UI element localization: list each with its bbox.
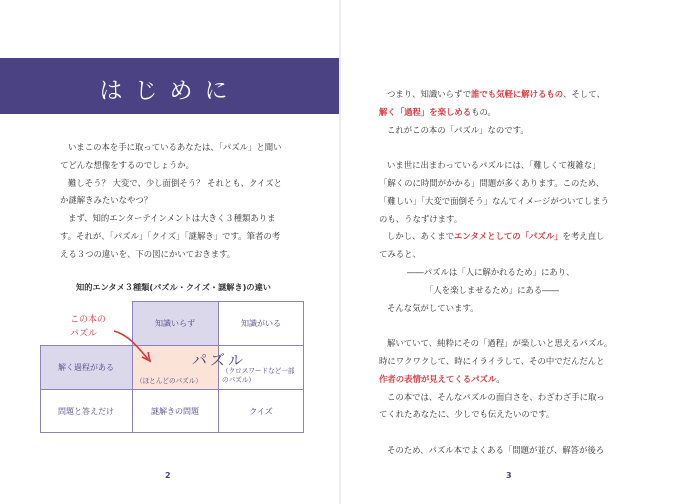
text-line: てどんな想像をするのでしょうか。 [60,159,194,170]
body-text: つまり、知識いらずで [387,89,472,99]
text-line [379,104,612,122]
note-line: この本の [70,315,107,325]
body-text: これがこの本の「パズル」なのです。 [387,124,529,135]
text-line [379,122,612,140]
text-line [379,371,612,389]
emphasis-text: 解く「過程」を楽しめる [379,106,472,117]
text-line [379,335,612,353]
text-line: 難しそう？ 大変で、少し面倒そう？ それとも、クイズと [68,177,283,188]
header-no-knowledge: 知識いらず [155,318,195,328]
text-line [379,389,612,407]
row-label-process: 解く過程がある [58,362,114,372]
puzzle-sub-most: （ほとんどのパズル） [136,377,202,385]
body-text: そんな気がしています。 [387,302,479,313]
cell-quiz: クイズ [249,406,273,416]
body-text: 解いていて、純粋にその「過程」が楽しいと思えるパズル。 [387,338,613,349]
text-line [379,282,612,300]
body-text: しかし、あくまで [387,231,454,242]
page-number: 2 [165,471,171,480]
text-line [379,211,612,229]
page-title: はじめに [99,78,240,104]
text-line [379,228,612,246]
body-text: 「人を楽しませるため」にある―― [425,284,559,295]
left-page [0,0,339,504]
body-text: そのため、パズル本でよくある「問題が並び、解答が後ろ [387,444,605,455]
text-line [379,175,612,193]
body-text: もの。 [471,106,496,117]
emphasis-text: 誰でも気軽に解けるもの [471,89,564,99]
body-text: この本では、そんなパズルの面白さを、わざわざ手に取っ [387,391,605,402]
text-line [379,86,612,104]
body-text: 時にワクワクして、時にイライラして、その中でだんだんと [379,355,605,366]
text-line [379,139,612,157]
header-knowledge: 知識がいる [241,318,281,328]
body-text: ――パズルは「人に解かれるため」にあり、 [407,266,575,277]
text-line: いまこの本を手に取っているあなたは、「パズル」と聞い [68,142,282,152]
body-text: 、そして、 [563,89,605,99]
body-text: 。 [496,373,505,384]
page-number: 3 [506,471,512,480]
text-line [379,300,612,318]
body-text: を考え直し [562,231,605,242]
right-body-text [379,86,612,460]
text-line: まず、知的エンターテインメントは大きく３種類ありま [68,213,276,223]
right-page [341,0,680,504]
text-line [379,424,612,442]
body-text: 「解くのに時間がかかる」問題が多くあります。このため、 [379,177,605,188]
second-paragraph [60,210,280,263]
text-line [379,317,612,335]
text-line: か謎解きみたいなやつ？ [60,195,153,206]
text-line [379,442,612,460]
body-text: いま世に出まわっているパズルには、「難しくて複雑な」 [387,160,601,171]
diagram-title: 知的エンタメ３種類(パズル・クイズ・謎解き)の違い [76,282,271,292]
puzzle-label: パズル [192,351,247,369]
body-text: てみると、 [379,249,421,260]
body-text: のも、うなずけます。 [379,213,463,224]
emphasis-text: 作者の表情が見えてくるパズル [379,373,497,384]
text-line [379,246,612,264]
cell-mystery: 謎解きの問題 [151,406,199,416]
text-line [379,353,612,371]
text-line [379,264,612,282]
intro-paragraph [60,139,282,210]
row-label-qa-only: 問題と答えだけ [58,406,114,416]
title-band [0,58,339,114]
text-line: える３つの違いを、下の図にかいておきます。 [60,248,236,259]
text-line [379,157,612,175]
red-arrow-icon [40,301,304,433]
text-line [379,193,612,211]
entertainment-diagram [40,301,304,433]
puzzle-sub-some: （クロスワードなど一部のパズル） [222,367,295,384]
note-line: パズル [70,329,98,339]
emphasis-text: エンタメとしての「パズル」 [454,231,563,242]
text-line: す。それが、「パズル」「クイズ」「謎解き」です。筆者の考 [60,230,281,241]
body-text: てくれたあなたに、少しでも伝えたいのです。 [379,409,555,420]
text-line [379,406,612,424]
body-text: 「難しい」「大変で面倒そう」なんてイメージがついてしまう [379,195,610,206]
